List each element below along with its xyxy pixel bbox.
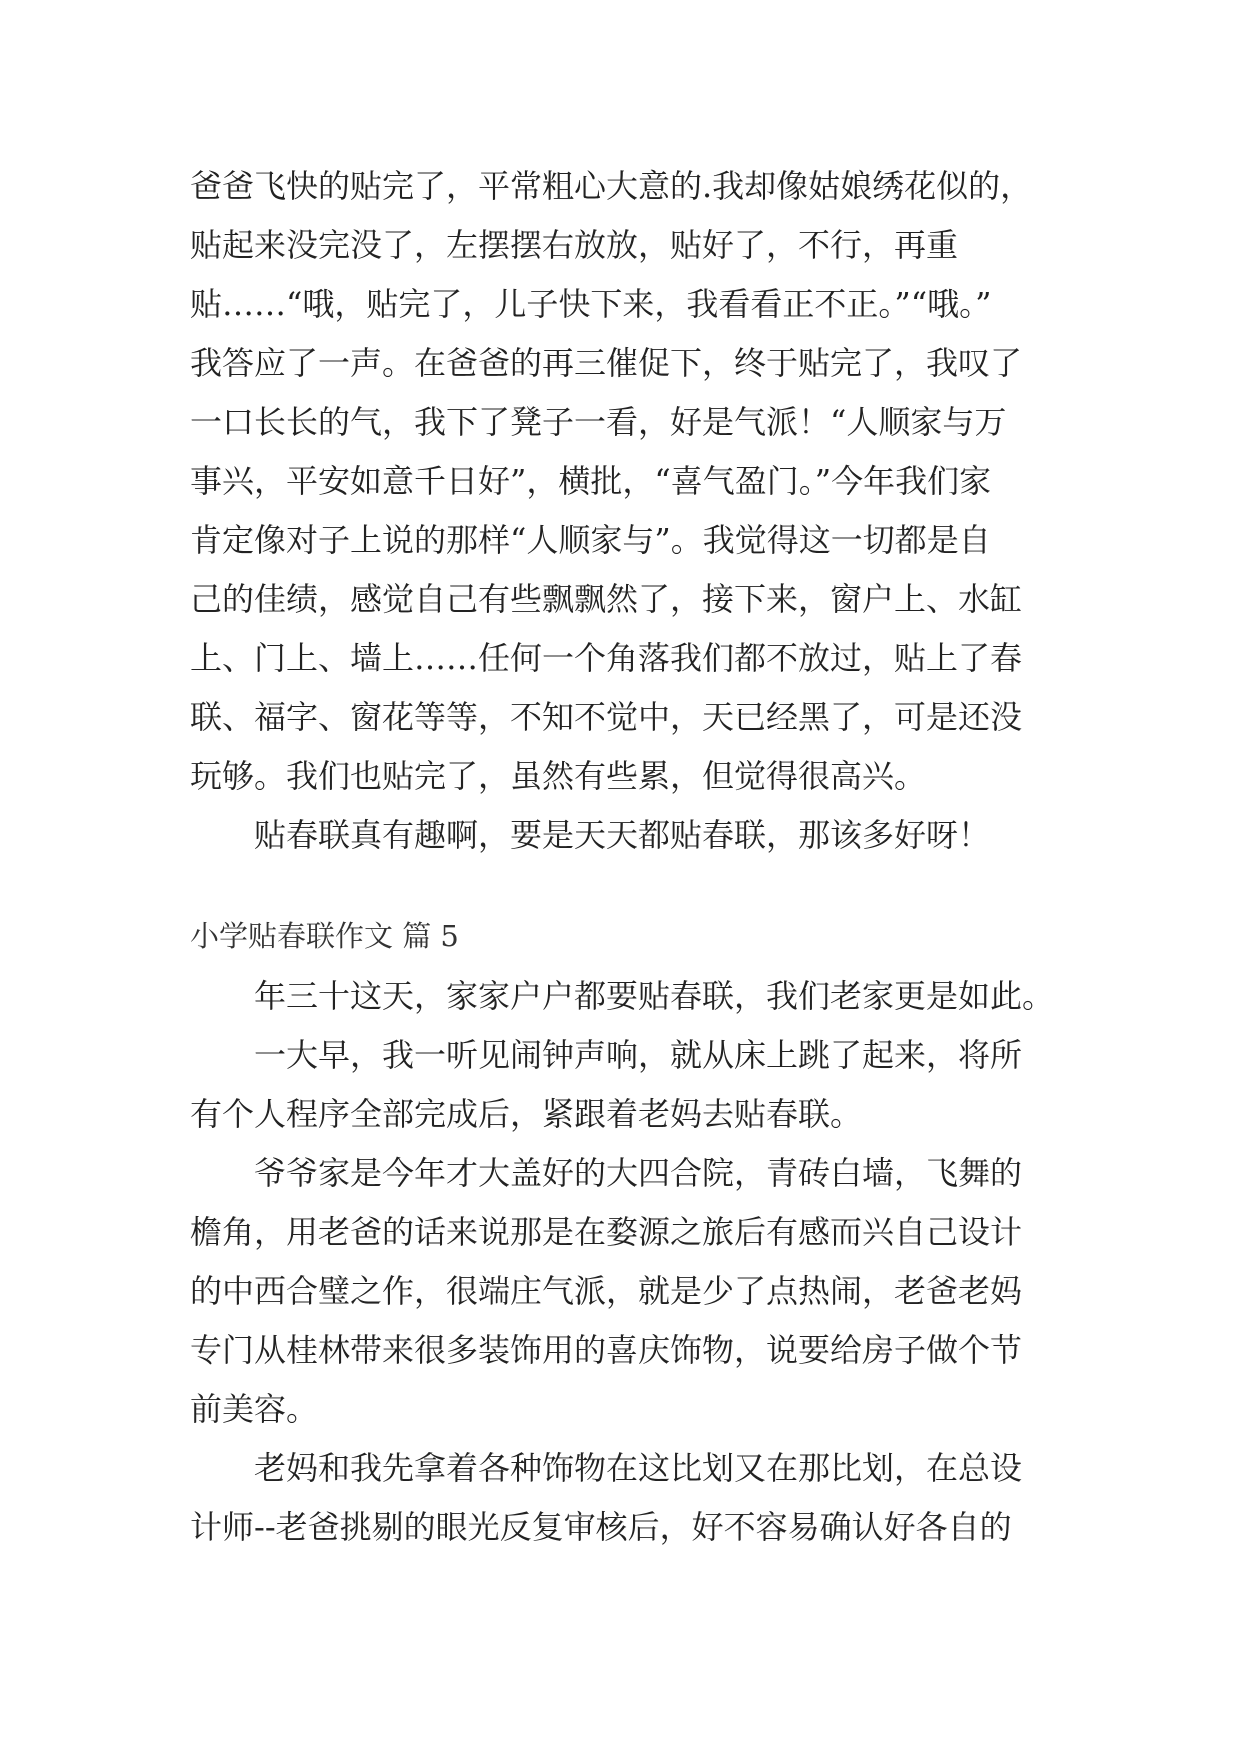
para-1-line-11: 玩够。我们也贴完了，虽然有些累，但觉得很高兴。: [190, 757, 927, 795]
para-1-line-10: 联、福字、窗花等等，不知不觉中，天已经黑了，可是还没: [190, 698, 1023, 736]
para-5-line-2: 檐角，用老爸的话来说那是在婺源之旅后有感而兴自己设计: [190, 1213, 1023, 1251]
para-1-line-9: 上、门上、墙上……任何一个角落我们都不放过，贴上了春: [190, 639, 1023, 677]
para-4-line-2: 有个人程序全部完成后，紧跟着老妈去贴春联。: [190, 1095, 863, 1133]
para-1-line-5: 一口长长的气，我下了凳子一看，好是气派！“人顺家与万: [190, 403, 1007, 441]
section-title: 小学贴春联作文 篇 5: [190, 919, 459, 953]
para-1-line-7: 肯定像对子上说的那样“人顺家与”。我觉得这一切都是自: [190, 521, 991, 559]
para-1-line-3: 贴……“哦，贴完了，儿子快下来，我看看正不正。”“哦。”: [190, 285, 992, 323]
para-5-line-3: 的中西合璧之作，很端庄气派，就是少了点热闹，老爸老妈: [190, 1272, 1023, 1310]
para-5-line-5: 前美容。: [190, 1390, 319, 1428]
para-1-line-2: 贴起来没完没了，左摆摆右放放，贴好了，不行，再重: [190, 226, 959, 264]
para-1-line-6: 事兴，平安如意千日好”，横批，“喜气盈门。”今年我们家: [190, 462, 992, 500]
para-1-line-1: 爸爸飞快的贴完了，平常粗心大意的.我却像姑娘绣花似的，: [190, 167, 1033, 205]
para-2-line-1: 贴春联真有趣啊，要是天天都贴春联，那该多好呀！: [254, 816, 991, 854]
para-5-line-4: 专门从桂林带来很多装饰用的喜庆饰物，说要给房子做个节: [190, 1331, 1023, 1369]
para-1-line-4: 我答应了一声。在爸爸的再三催促下，终于贴完了，我叹了: [190, 344, 1023, 382]
para-3-line-1: 年三十这天，家家户户都要贴春联，我们老家更是如此。: [254, 977, 1055, 1015]
para-1-line-8: 己的佳绩，感觉自己有些飘飘然了，接下来，窗户上、水缸: [190, 580, 1023, 618]
para-4-line-1: 一大早，我一听见闹钟声响，就从床上跳了起来，将所: [254, 1036, 1023, 1074]
para-6-line-1: 老妈和我先拿着各种饰物在这比划又在那比划，在总设: [254, 1449, 1023, 1487]
para-5-line-1: 爷爷家是今年才大盖好的大四合院，青砖白墙，飞舞的: [254, 1154, 1023, 1192]
para-6-line-2: 计师--老爸挑剔的眼光反复审核后，好不容易确认好各自的: [190, 1508, 1012, 1546]
